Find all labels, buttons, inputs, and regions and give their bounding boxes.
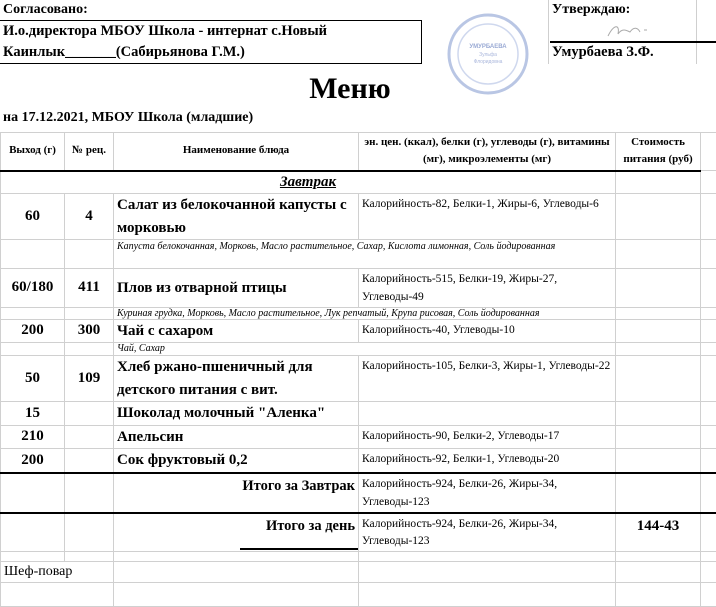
output: 15: [1, 402, 65, 426]
chef-signature-line: [240, 548, 358, 550]
agreed-box: [0, 20, 422, 64]
divider: [696, 0, 697, 64]
total-cost: 144-43: [616, 513, 701, 552]
output: 50: [1, 356, 65, 402]
table-row: [1, 269, 716, 308]
nutrition: Калорийность-105, Белки-3, Жиры-1, Углеводы-22: [359, 356, 616, 402]
col-output: Выход (г): [1, 133, 65, 171]
dish-name: Плов из отварной птицы: [114, 269, 359, 308]
recipe: 109: [65, 356, 114, 402]
table-row: [1, 319, 716, 343]
signature-icon: [600, 20, 670, 42]
nutrition: Калорийность-515, Белки-19, Жиры-27, Углеводы-49: [359, 269, 616, 308]
col-cost: Стоимость питания (руб): [616, 133, 701, 171]
approve-label: Утверждаю:: [552, 2, 630, 18]
ingredients: Куриная грудка, Морковь, Масло растительное, Лук репчатый, Крупа рисовая, Соль йодированная: [114, 307, 616, 319]
total-label: Итого за день: [114, 513, 359, 552]
dish-name: Хлеб ржано-пшеничный для детского питания с вит.: [114, 356, 359, 402]
agreed-line2: Каинлык_______(Сабирьянова Г.М.): [3, 42, 421, 63]
total-label: Итого за Завтрак: [114, 473, 359, 513]
col-recipe: № рец.: [65, 133, 114, 171]
table-row: [1, 449, 716, 473]
output: 210: [1, 425, 65, 449]
nutrition: Калорийность-82, Белки-1, Жиры-6, Углеводы-6: [359, 194, 616, 240]
subtitle: на 17.12.2021, МБОУ Школа (младшие): [3, 110, 253, 126]
table-row: [1, 194, 716, 240]
nutrition: Калорийность-92, Белки-1, Углеводы-20: [359, 449, 616, 473]
divider: [548, 0, 549, 64]
output: 60/180: [1, 269, 65, 308]
dish-name: Сок фруктовый 0,2: [114, 449, 359, 473]
svg-text:УМУРБАЕВА: УМУРБАЕВА: [469, 44, 507, 50]
col-nutrition: эн. цен. (ккал), белки (г), углеводы (г), витамины (мг), микроэлементы (мг): [359, 133, 616, 171]
section-title: Завтрак: [1, 171, 616, 194]
dish-name: Апельсин: [114, 425, 359, 449]
nutrition: Калорийность-90, Белки-2, Углеводы-17: [359, 425, 616, 449]
output: 200: [1, 449, 65, 473]
ingredients: Капуста белокочанная, Морковь, Масло растительное, Сахар, Кислота лимонная, Соль йодированная: [114, 240, 616, 269]
chef-label: Шеф-повар: [1, 562, 114, 583]
signature-line: [550, 41, 716, 43]
menu-table: [0, 132, 716, 607]
total-nutrition: Калорийность-924, Белки-26, Жиры-34, Углеводы-123: [359, 473, 616, 513]
total-nutrition: Калорийность-924, Белки-26, Жиры-34, Углеводы-123: [359, 513, 616, 552]
total-row: [1, 513, 716, 552]
recipe: 411: [65, 269, 114, 308]
table-row: [1, 356, 716, 402]
recipe: 4: [65, 194, 114, 240]
table-row: [1, 425, 716, 449]
output: 60: [1, 194, 65, 240]
ingredients: Чай, Сахар: [114, 343, 616, 356]
page-title: Меню: [0, 72, 700, 106]
output: 200: [1, 319, 65, 343]
nutrition: Калорийность-40, Углеводы-10: [359, 319, 616, 343]
recipe: 300: [65, 319, 114, 343]
svg-text:Зульфа: Зульфа: [479, 52, 497, 58]
approver-name: Умурбаева З.Ф.: [552, 44, 654, 61]
table-row: [1, 402, 716, 426]
col-name: Наименование блюда: [114, 133, 359, 171]
total-row: [1, 473, 716, 513]
agreed-line1: И.о.директора МБОУ Школа - интернат с.Новый: [3, 21, 421, 42]
dish-name: Шоколад молочный "Аленка": [114, 402, 359, 426]
dish-name: Салат из белокочанной капусты с морковью: [114, 194, 359, 240]
dish-name: Чай с сахаром: [114, 319, 359, 343]
svg-text:Флоридовна: Флоридовна: [474, 59, 503, 65]
agreed-label: Согласовано:: [3, 2, 88, 18]
